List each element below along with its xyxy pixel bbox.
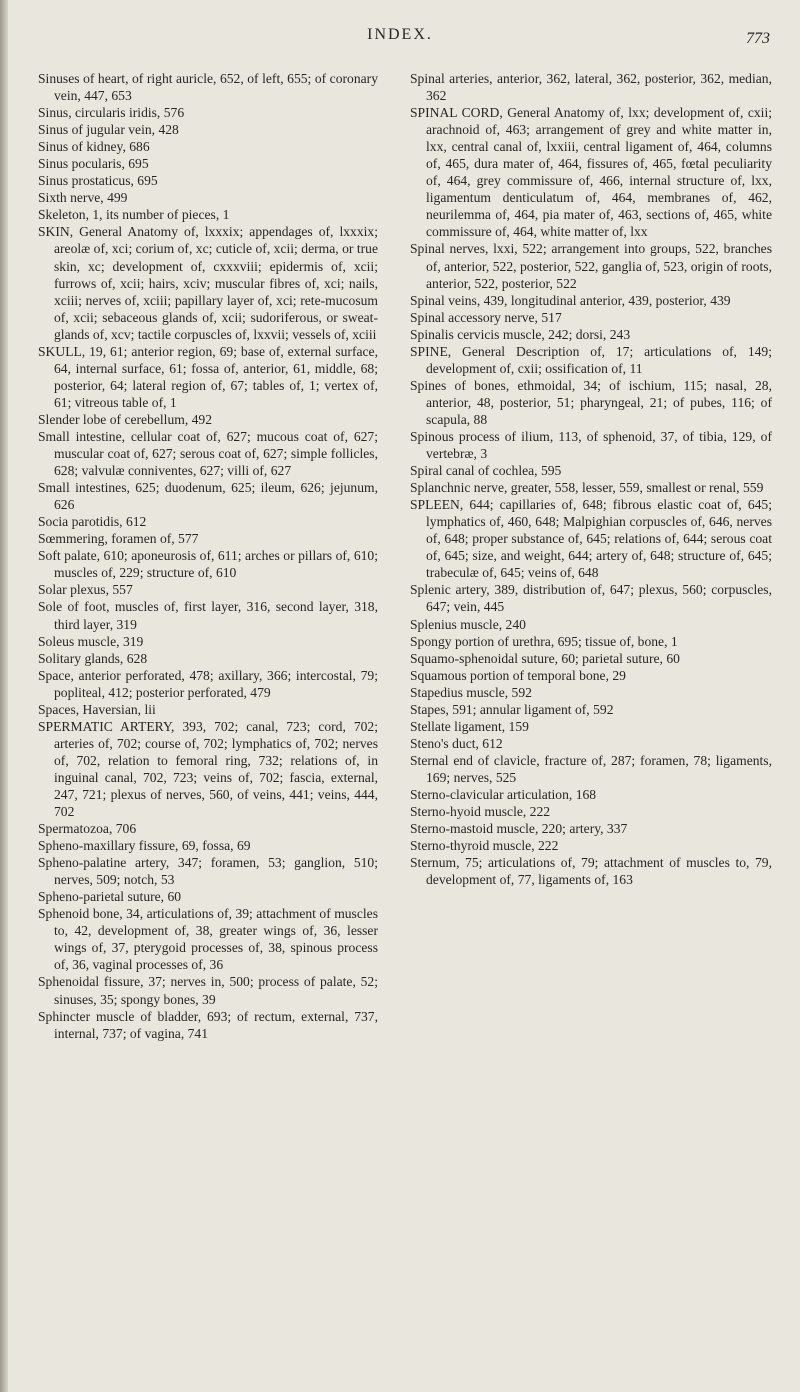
index-entry: Sphincter muscle of bladder, 693; of rectum, external, 737, internal, 737; of vagina, 741 [38, 1008, 378, 1041]
index-entry: SPERMATIC ARTERY, 393, 702; canal, 723; cord, 702; arteries of, 702; course of, 702; lymphatics of, 702; nerves of, 702, relation to femoral ring, 732; relations of, in inguinal canal, 702, 723; veins of, 702; fascia, external, 247, 721; plexus of nerves, 560, of veins, 441; veins, 444, 702 [38, 718, 378, 820]
index-entry: Solitary glands, 628 [38, 650, 148, 666]
index-entry: Sterno-thyroid muscle, 222 [410, 838, 559, 854]
index-entry: Splanchnic nerve, greater, 558, lesser, 559, smallest or renal, 559 [410, 480, 764, 496]
index-entry: Spongy portion of urethra, 695; tissue of, bone, 1 [410, 633, 678, 649]
index-entry: Small intestines, 625; duodenum, 625; ileum, 626; jejunum, 626 [38, 480, 378, 513]
index-entry: Sphenoid bone, 34, articulations of, 39; attachment of muscles to, 42, development of, 38, greater wings of, 36, lesser wings of, 37, pterygoid processes of, 38, spinous process of, 36, vaginal processes of, 36 [38, 906, 378, 973]
left-column [38, 70, 378, 1042]
index-entry: Spermatozoa, 706 [38, 821, 137, 837]
index-entry: Spinalis cervicis muscle, 242; dorsi, 243 [410, 326, 631, 342]
index-entry: Squamo-sphenoidal suture, 60; parietal suture, 60 [410, 650, 680, 666]
index-entry: Spheno-palatine artery, 347; foramen, 53; ganglion, 510; nerves, 509; notch, 53 [38, 855, 378, 888]
index-entry: Stellate ligament, 159 [410, 718, 529, 734]
index-entry: SPLEEN, 644; capillaries of, 648; fibrous elastic coat of, 645; lymphatics of, 460, 648; Malpighian corpuscles of, 646, nerves of, 648; proper substance of, 645; relations of, 644; serous coat of, 645; size, and weight, 644; artery of, 648; structure of, 645; trabeculæ of, 645; veins of, 648 [410, 497, 772, 581]
index-entry: Squamous portion of temporal bone, 29 [410, 667, 626, 683]
index-entry: SKULL, 19, 61; anterior region, 69; base of, external surface, 64, internal surface, 61; fossa of, anterior, 61, middle, 68; posterior, 64; lateral region of, 67; tables of, 1; vertex of, 61; vitreous table of, 1 [38, 343, 378, 410]
page-number: 773 [746, 30, 770, 47]
index-entry: Sternal end of clavicle, fracture of, 287; foramen, 78; ligaments, 169; nerves, 525 [410, 752, 772, 785]
index-entry: Spinal veins, 439, longitudinal anterior, 439, posterior, 439 [410, 292, 731, 308]
index-entry: SPINAL CORD, General Anatomy of, lxx; development of, cxii; arachnoid of, 463; arrangement of grey and white matter in, lxx, central canal of, lxxiii, central ligament of, 464, columns of, 465, dura mater of, 464, fissures of, 465, fœtal peculiarity of, 464, grey commissure of, 466, internal structure of, lxx, ligamentum denticulatum of, 464, membranes of, 462, neurilemma of, 464, pia mater of, 463, sections of, 465, white commissure of, 464, white matter of, lxx [410, 105, 772, 240]
index-entry: Sinus pocularis, 695 [38, 156, 149, 172]
page-title: INDEX. [367, 26, 433, 43]
index-entry: SKIN, General Anatomy of, lxxxix; appendages of, lxxxix; areolæ of, xci; corium of, xc; cuticle of, xcii; derma, or true skin, xc; development of, cxxxviii; epidermis of, xcii; furrows of, xcii; hairs, xciv; muscular fibres of, xci; nails, xciii; nerves of, xciii; papillary layer of, xci; rete-mucosum of, xcii; sebaceous glands of, xcii; sudoriferous, or sweat-glands of, xcv; tactile corpuscles of, lxxvii; vessels of, xciii [38, 224, 378, 342]
index-entry: Spinal nerves, lxxi, 522; arrangement into groups, 522, branches of, anterior, 522, posterior, 522, ganglia of, 523, origin of roots, anterior, 522, posterior, 522 [410, 241, 772, 291]
index-entry: Sphenoidal fissure, 37; nerves in, 500; process of palate, 52; sinuses, 35; spongy bones, 39 [38, 974, 378, 1007]
index-entry: Spheno-maxillary fissure, 69, fossa, 69 [38, 838, 251, 854]
index-entry: Splenic artery, 389, distribution of, 647; plexus, 560; corpuscles, 647; vein, 445 [410, 582, 772, 615]
index-entry: Solar plexus, 557 [38, 582, 133, 598]
index-entry: Sinus prostaticus, 695 [38, 173, 158, 189]
index-entry: Small intestine, cellular coat of, 627; mucous coat of, 627; muscular coat of, 627; serous coat of, 627; simple follicles, 628; valvulæ conniventes, 627; villi of, 627 [38, 428, 378, 479]
index-entry: Spinal accessory nerve, 517 [410, 309, 562, 325]
index-entry: Sternum, 75; articulations of, 79; attachment of muscles to, 79, development of, 77, ligaments of, 163 [410, 855, 772, 888]
index-entry: Sœmmering, foramen of, 577 [38, 531, 199, 547]
book-spine-edge [0, 0, 8, 1392]
index-entry: Stapes, 591; annular ligament of, 592 [410, 701, 614, 717]
index-entry: Sole of foot, muscles of, first layer, 316, second layer, 318, third layer, 319 [38, 599, 378, 632]
index-entry: Splenius muscle, 240 [410, 616, 526, 632]
index-entry: Spines of bones, ethmoidal, 34; of ischium, 115; nasal, 28, anterior, 48, posterior, 51; pharyngeal, 21; of pubes, 116; of scapula, 88 [410, 377, 772, 427]
index-entry: SPINE, General Description of, 17; articulations of, 149; development of, cxii; ossification of, 11 [410, 343, 772, 376]
index-entry: Socia parotidis, 612 [38, 514, 147, 530]
index-entry: Space, anterior perforated, 478; axillary, 366; intercostal, 79; popliteal, 412; posterior perforated, 479 [38, 667, 378, 700]
index-entry: Sixth nerve, 499 [38, 190, 128, 206]
index-entry: Soft palate, 610; aponeurosis of, 611; arches or pillars of, 610; muscles of, 229; structure of, 610 [38, 548, 378, 581]
index-entry: Sinus of kidney, 686 [38, 139, 150, 155]
index-entry: Sterno-mastoid muscle, 220; artery, 337 [410, 821, 628, 837]
index-entry: Slender lobe of cerebellum, 492 [38, 411, 213, 427]
index-entry: Spiral canal of cochlea, 595 [410, 463, 562, 479]
index-entry: Sinuses of heart, of right auricle, 652, of left, 655; of coronary vein, 447, 653 [38, 71, 378, 104]
index-entry: Stapedius muscle, 592 [410, 684, 532, 700]
running-head [0, 24, 800, 54]
index-entry: Sterno-hyoid muscle, 222 [410, 804, 551, 820]
index-entry: Spheno-parietal suture, 60 [38, 889, 182, 905]
index-entry: Spinous process of ilium, 113, of sphenoid, 37, of tibia, 129, of vertebræ, 3 [410, 428, 772, 462]
right-column [410, 70, 772, 888]
index-entry: Spinal arteries, anterior, 362, lateral, 362, posterior, 362, median, 362 [410, 71, 772, 104]
index-entry: Steno's duct, 612 [410, 735, 503, 751]
index-entry: Soleus muscle, 319 [38, 633, 144, 649]
index-entry: Sinus of jugular vein, 428 [38, 122, 179, 138]
index-entry: Sterno-clavicular articulation, 168 [410, 786, 597, 802]
index-entry: Sinus, circularis iridis, 576 [38, 105, 185, 121]
index-entry: Spaces, Haversian, lii [38, 701, 156, 717]
index-entry: Skeleton, 1, its number of pieces, 1 [38, 207, 230, 223]
